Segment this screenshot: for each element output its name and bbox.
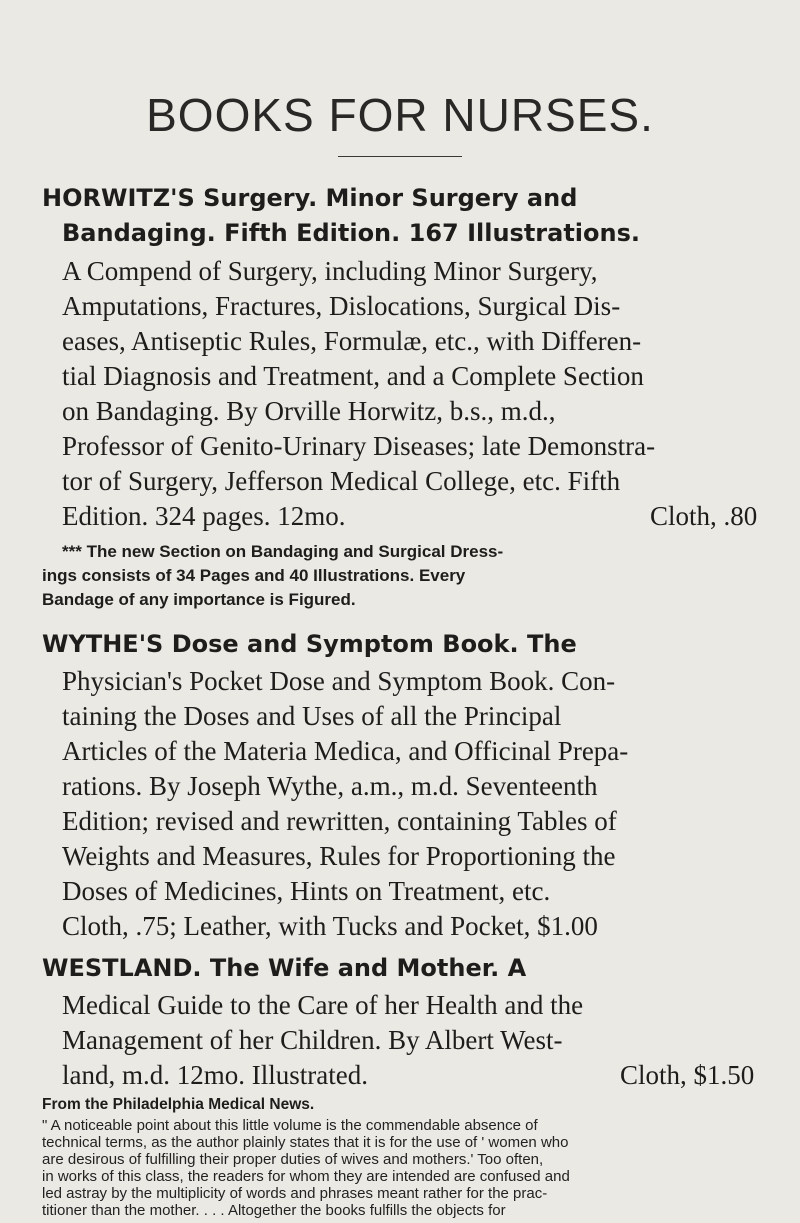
- review-source: From the Philadelphia Medical News.: [42, 1096, 315, 1113]
- entry-note: Bandage of any importance is Figured.: [42, 590, 356, 609]
- entry-line: Amputations, Fractures, Dislocations, Surgical Dis-: [62, 291, 621, 321]
- entry-line: taining the Doses and Uses of all the Principal: [62, 701, 562, 731]
- review-line: " A noticeable point about this little volume is the commendable absence of: [42, 1117, 538, 1134]
- entry-line: rations. By Joseph Wythe, a.m., m.d. Seventeenth: [62, 771, 598, 801]
- entry-heading: WYTHE'S Dose and Symptom Book. The: [42, 630, 577, 658]
- entry-price: Cloth, $1.50: [620, 1060, 755, 1090]
- review-line: led astray by the multiplicity of words and phrases meant rather for the prac-: [42, 1185, 548, 1202]
- review-line: are desirous of fulfilling their proper duties of wives and mothers.' Too often,: [42, 1151, 544, 1168]
- entry-line: Articles of the Materia Medica, and Officinal Prepa-: [62, 736, 629, 766]
- entry-line: A Compend of Surgery, including Minor Surgery,: [62, 256, 598, 286]
- entry-line: Physician's Pocket Dose and Symptom Book. Con-: [62, 666, 616, 696]
- review-line: technical terms, as the author plainly states that it is for the use of ' women who: [42, 1134, 569, 1151]
- entry-line: tor of Surgery, Jefferson Medical College, etc. Fifth: [62, 466, 621, 496]
- entry-note: *** The new Section on Bandaging and Surgical Dress-: [62, 542, 504, 561]
- entry-heading: HORWITZ'S Surgery. Minor Surgery and: [42, 184, 578, 212]
- entry-line: Bandaging. Fifth Edition. 167 Illustrations.: [62, 219, 641, 247]
- entry-price: Cloth, .75; Leather, with Tucks and Pocket, $1.00: [62, 911, 598, 941]
- entry-line: Management of her Children. By Albert West-: [62, 1025, 563, 1055]
- entry-line: on Bandaging. By Orville Horwitz, b.s., m.d.,: [62, 396, 556, 426]
- entry-line: Edition. 324 pages. 12mo.: [62, 501, 346, 531]
- page-title: BOOKS FOR NURSES.: [146, 89, 654, 141]
- entry-line: tial Diagnosis and Treatment, and a Complete Section: [62, 361, 644, 391]
- entry-line: eases, Antiseptic Rules, Formulæ, etc., with Differen-: [62, 326, 642, 356]
- entry-line: land, m.d. 12mo. Illustrated.: [62, 1060, 368, 1090]
- entry-line: Weights and Measures, Rules for Proportioning the: [62, 841, 616, 871]
- entry-line: Edition; revised and rewritten, containing Tables of: [62, 806, 617, 836]
- entry-line: Professor of Genito-Urinary Diseases; late Demonstra-: [62, 431, 656, 461]
- entry-price: Cloth, .80: [650, 501, 758, 531]
- review-line: titioner than the mother. . . . Altogether the books fulfills the objects for: [42, 1202, 506, 1219]
- review-line: in works of this class, the readers for whom they are intended are confused and: [42, 1168, 570, 1185]
- entry-heading: WESTLAND. The Wife and Mother. A: [42, 954, 527, 982]
- entry-note: ings consists of 34 Pages and 40 Illustrations. Every: [42, 566, 466, 585]
- entry-line: Medical Guide to the Care of her Health and the: [62, 990, 584, 1020]
- entry-line: Doses of Medicines, Hints on Treatment, etc.: [62, 876, 551, 906]
- title-divider: [338, 156, 462, 157]
